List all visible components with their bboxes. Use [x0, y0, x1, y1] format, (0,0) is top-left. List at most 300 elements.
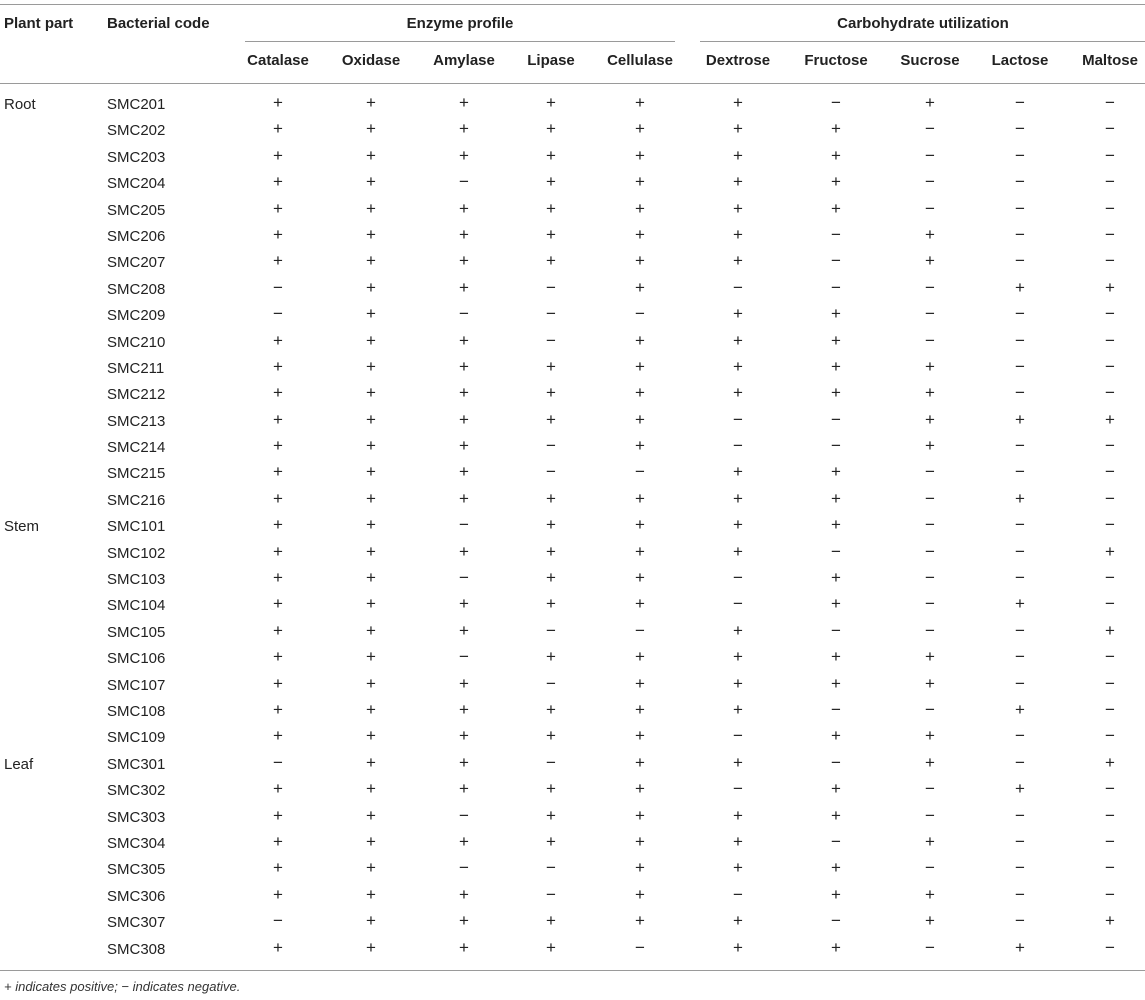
bacterial-code-cell: SMC109	[107, 729, 166, 747]
result-cell: −	[733, 436, 743, 456]
result-cell: +	[831, 858, 841, 878]
result-cell: +	[459, 594, 469, 614]
result-cell: +	[273, 119, 283, 139]
result-cell: +	[459, 251, 469, 271]
result-cell: −	[546, 620, 556, 640]
result-cell: −	[1105, 224, 1115, 244]
result-cell: −	[831, 541, 841, 561]
result-cell: +	[273, 568, 283, 588]
header-bacterial-code: Bacterial code	[107, 15, 210, 32]
result-cell: +	[635, 673, 645, 693]
result-cell: −	[635, 937, 645, 957]
header-carbohydrate-utilization: Carbohydrate utilization	[837, 15, 1009, 32]
bottom-rule	[0, 970, 1145, 971]
bacterial-code-cell: SMC206	[107, 227, 166, 245]
result-cell: +	[273, 488, 283, 508]
result-cell: +	[459, 462, 469, 482]
result-cell: −	[733, 409, 743, 429]
result-cell: +	[733, 356, 743, 376]
result-cell: +	[273, 198, 283, 218]
result-cell: +	[366, 831, 376, 851]
result-cell: −	[459, 647, 469, 667]
result-cell: +	[925, 831, 935, 851]
result-cell: +	[831, 172, 841, 192]
result-cell: +	[925, 726, 935, 746]
result-cell: −	[1015, 462, 1025, 482]
result-cell: +	[366, 752, 376, 772]
result-cell: +	[635, 779, 645, 799]
result-cell: +	[273, 647, 283, 667]
bacterial-code-cell: SMC105	[107, 623, 166, 641]
result-cell: −	[546, 277, 556, 297]
table-body	[0, 92, 1145, 963]
plant-part-cell: Leaf	[4, 755, 34, 773]
result-cell: −	[1015, 383, 1025, 403]
result-cell: +	[366, 488, 376, 508]
result-cell: +	[831, 462, 841, 482]
result-cell: +	[366, 145, 376, 165]
result-cell: −	[1105, 462, 1115, 482]
table-row	[0, 752, 1145, 778]
column-header-lactose: Lactose	[991, 52, 1049, 69]
result-cell: −	[1105, 515, 1115, 535]
result-cell: +	[273, 673, 283, 693]
result-cell: +	[366, 858, 376, 878]
result-cell: −	[925, 515, 935, 535]
result-cell: +	[459, 911, 469, 931]
result-cell: +	[635, 383, 645, 403]
result-cell: −	[1105, 488, 1115, 508]
result-cell: +	[635, 911, 645, 931]
result-cell: +	[733, 145, 743, 165]
result-cell: +	[925, 356, 935, 376]
result-cell: +	[273, 462, 283, 482]
result-cell: +	[635, 436, 645, 456]
result-cell: −	[546, 330, 556, 350]
result-cell: −	[1105, 779, 1115, 799]
result-cell: +	[459, 620, 469, 640]
result-cell: −	[1015, 647, 1025, 667]
result-cell: +	[831, 647, 841, 667]
bacterial-code-cell: SMC211	[107, 359, 165, 377]
result-cell: +	[635, 251, 645, 271]
result-cell: +	[831, 594, 841, 614]
result-cell: +	[831, 884, 841, 904]
result-cell: +	[635, 93, 645, 112]
result-cell: +	[635, 752, 645, 772]
result-cell: +	[273, 858, 283, 878]
result-cell: +	[546, 93, 556, 112]
result-cell: +	[366, 620, 376, 640]
result-cell: −	[1105, 330, 1115, 350]
column-header-maltose: Maltose	[1082, 52, 1138, 69]
table-row	[0, 461, 1145, 487]
bacterial-code-cell: SMC302	[107, 782, 166, 800]
result-cell: −	[273, 752, 283, 772]
result-cell: +	[459, 752, 469, 772]
bacterial-code-cell: SMC201	[107, 96, 166, 113]
result-cell: +	[546, 594, 556, 614]
result-cell: −	[1015, 568, 1025, 588]
result-cell: +	[366, 251, 376, 271]
result-cell: +	[831, 330, 841, 350]
table-footnote: + indicates positive; − indicates negative.	[4, 979, 241, 994]
result-cell: +	[733, 251, 743, 271]
result-cell: +	[459, 726, 469, 746]
bacterial-code-cell: SMC103	[107, 571, 166, 589]
table-row	[0, 805, 1145, 831]
result-cell: −	[1015, 541, 1025, 561]
result-cell: −	[1015, 911, 1025, 931]
result-cell: +	[831, 779, 841, 799]
table-row	[0, 646, 1145, 672]
result-cell: +	[366, 356, 376, 376]
result-cell: +	[831, 488, 841, 508]
bacterial-code-cell: SMC304	[107, 834, 166, 852]
result-cell: +	[273, 620, 283, 640]
result-cell: −	[546, 884, 556, 904]
result-cell: −	[1105, 937, 1115, 957]
result-cell: +	[273, 779, 283, 799]
result-cell: +	[635, 515, 645, 535]
result-cell: +	[546, 198, 556, 218]
result-cell: +	[546, 515, 556, 535]
bacterial-code-cell: SMC308	[107, 940, 166, 958]
result-cell: −	[546, 858, 556, 878]
bacterial-code-cell: SMC106	[107, 650, 166, 668]
result-cell: +	[831, 198, 841, 218]
result-cell: −	[733, 726, 743, 746]
result-cell: +	[366, 515, 376, 535]
result-cell: +	[366, 304, 376, 324]
result-cell: +	[273, 937, 283, 957]
result-cell: −	[1015, 145, 1025, 165]
bacterial-code-cell: SMC305	[107, 861, 166, 879]
result-cell: +	[635, 224, 645, 244]
result-cell: −	[1015, 831, 1025, 851]
result-cell: +	[459, 409, 469, 429]
result-cell: −	[1105, 884, 1115, 904]
result-cell: +	[459, 224, 469, 244]
result-cell: +	[546, 119, 556, 139]
result-cell: +	[273, 409, 283, 429]
result-cell: +	[366, 673, 376, 693]
result-cell: −	[831, 620, 841, 640]
plant-part-cell: Root	[4, 96, 36, 113]
result-cell: +	[733, 805, 743, 825]
result-cell: −	[925, 620, 935, 640]
result-cell: +	[273, 356, 283, 376]
result-cell: −	[1015, 172, 1025, 192]
result-cell: +	[459, 673, 469, 693]
table-row	[0, 303, 1145, 329]
result-cell: −	[1015, 805, 1025, 825]
result-cell: +	[459, 779, 469, 799]
result-cell: +	[635, 488, 645, 508]
bacterial-code-cell: SMC210	[107, 333, 166, 351]
table-row	[0, 673, 1145, 699]
result-cell: +	[733, 119, 743, 139]
result-cell: +	[1105, 541, 1115, 561]
table-row	[0, 778, 1145, 804]
result-cell: −	[1015, 620, 1025, 640]
result-cell: +	[273, 884, 283, 904]
result-cell: −	[546, 436, 556, 456]
bacterial-code-cell: SMC307	[107, 914, 166, 932]
column-header-sucrose: Sucrose	[900, 52, 960, 69]
result-cell: −	[831, 251, 841, 271]
result-cell: −	[1105, 673, 1115, 693]
result-cell: +	[635, 726, 645, 746]
result-cell: +	[546, 831, 556, 851]
result-cell: −	[831, 436, 841, 456]
result-cell: −	[925, 145, 935, 165]
result-cell: −	[1015, 858, 1025, 878]
result-cell: −	[273, 304, 283, 324]
result-cell: +	[1015, 594, 1025, 614]
result-cell: +	[459, 198, 469, 218]
result-cell: −	[925, 488, 935, 508]
result-cell: +	[925, 752, 935, 772]
result-cell: +	[273, 251, 283, 271]
result-cell: −	[831, 831, 841, 851]
result-cell: −	[831, 752, 841, 772]
result-cell: −	[1105, 356, 1115, 376]
bacterial-code-cell: SMC102	[107, 544, 166, 562]
bacterial-code-cell: SMC215	[107, 465, 166, 483]
result-cell: −	[1015, 224, 1025, 244]
result-cell: +	[635, 568, 645, 588]
result-cell: +	[546, 383, 556, 403]
result-cell: −	[459, 172, 469, 192]
table-row	[0, 831, 1145, 857]
result-cell: −	[831, 93, 841, 112]
result-cell: +	[635, 145, 645, 165]
result-cell: −	[1015, 726, 1025, 746]
result-cell: −	[925, 779, 935, 799]
result-cell: −	[1015, 884, 1025, 904]
table-row	[0, 910, 1145, 936]
result-cell: −	[1105, 726, 1115, 746]
result-cell: −	[1105, 805, 1115, 825]
result-cell: +	[366, 541, 376, 561]
result-cell: +	[273, 726, 283, 746]
result-cell: +	[831, 568, 841, 588]
bacterial-code-cell: SMC202	[107, 122, 166, 140]
result-cell: +	[366, 224, 376, 244]
result-cell: +	[733, 224, 743, 244]
bacterial-code-cell: SMC303	[107, 808, 166, 826]
result-cell: +	[925, 383, 935, 403]
result-cell: +	[635, 172, 645, 192]
result-cell: +	[459, 436, 469, 456]
bacterial-code-cell: SMC301	[107, 755, 166, 773]
result-cell: +	[459, 119, 469, 139]
table-row	[0, 593, 1145, 619]
bacterial-code-cell: SMC207	[107, 254, 166, 272]
column-header-fructose: Fructose	[804, 52, 868, 69]
result-cell: −	[1105, 383, 1115, 403]
result-cell: +	[459, 145, 469, 165]
result-cell: +	[546, 224, 556, 244]
header-plant-part: Plant part	[4, 15, 74, 32]
result-cell: +	[733, 304, 743, 324]
result-cell: +	[546, 726, 556, 746]
result-cell: +	[925, 647, 935, 667]
result-cell: +	[635, 356, 645, 376]
table-row	[0, 409, 1145, 435]
result-cell: −	[1105, 568, 1115, 588]
result-cell: +	[546, 251, 556, 271]
result-cell: +	[546, 568, 556, 588]
result-cell: −	[733, 884, 743, 904]
result-cell: −	[1105, 145, 1115, 165]
result-cell: +	[635, 330, 645, 350]
result-cell: +	[1105, 911, 1115, 931]
result-cell: +	[459, 488, 469, 508]
result-cell: +	[1105, 277, 1115, 297]
result-cell: −	[831, 699, 841, 719]
result-cell: +	[925, 251, 935, 271]
result-cell: +	[366, 699, 376, 719]
result-cell: +	[366, 937, 376, 957]
bacterial-code-cell: SMC213	[107, 412, 166, 430]
result-cell: −	[925, 937, 935, 957]
result-cell: +	[635, 198, 645, 218]
result-cell: −	[1105, 436, 1115, 456]
result-cell: −	[1015, 198, 1025, 218]
bacterial-code-cell: SMC214	[107, 439, 166, 457]
column-header-lipase: Lipase	[527, 52, 575, 69]
result-cell: −	[1015, 304, 1025, 324]
result-cell: +	[459, 937, 469, 957]
result-cell: −	[925, 119, 935, 139]
result-cell: +	[733, 330, 743, 350]
result-cell: +	[366, 119, 376, 139]
result-cell: +	[273, 224, 283, 244]
result-cell: +	[546, 937, 556, 957]
result-cell: +	[546, 409, 556, 429]
table-row	[0, 857, 1145, 883]
result-cell: −	[1105, 251, 1115, 271]
bacterial-code-cell: SMC205	[107, 201, 166, 219]
result-cell: +	[733, 858, 743, 878]
result-cell: −	[925, 172, 935, 192]
result-cell: +	[925, 93, 935, 112]
bacterial-code-cell: SMC203	[107, 148, 166, 166]
result-cell: +	[635, 647, 645, 667]
result-cell: +	[925, 673, 935, 693]
column-header-amylase: Amylase	[433, 52, 495, 69]
result-cell: −	[925, 594, 935, 614]
result-cell: +	[831, 937, 841, 957]
result-cell: −	[925, 805, 935, 825]
result-cell: −	[1105, 119, 1115, 139]
result-cell: +	[831, 726, 841, 746]
result-cell: +	[635, 119, 645, 139]
table-row	[0, 171, 1145, 197]
table-row	[0, 514, 1145, 540]
result-cell: +	[273, 594, 283, 614]
result-cell: +	[925, 884, 935, 904]
result-cell: −	[1015, 119, 1025, 139]
result-cell: +	[733, 488, 743, 508]
bacterial-code-cell: SMC104	[107, 597, 166, 615]
result-cell: +	[459, 831, 469, 851]
bacterial-code-cell: SMC204	[107, 175, 166, 193]
result-cell: +	[546, 911, 556, 931]
plant-part-cell: Stem	[4, 518, 40, 536]
result-cell: +	[459, 277, 469, 297]
result-cell: +	[546, 779, 556, 799]
result-cell: +	[635, 277, 645, 297]
carb-group-underline	[700, 41, 1145, 42]
result-cell: +	[635, 409, 645, 429]
result-cell: −	[1015, 356, 1025, 376]
result-cell: −	[273, 911, 283, 931]
result-cell: −	[925, 277, 935, 297]
result-cell: −	[925, 330, 935, 350]
result-cell: +	[546, 647, 556, 667]
result-cell: +	[733, 911, 743, 931]
result-cell: +	[733, 620, 743, 640]
result-cell: −	[1015, 251, 1025, 271]
result-cell: +	[366, 172, 376, 192]
result-cell: +	[366, 409, 376, 429]
result-cell: +	[546, 172, 556, 192]
result-cell: +	[273, 436, 283, 456]
result-cell: −	[925, 304, 935, 324]
result-cell: +	[1015, 937, 1025, 957]
result-cell: +	[366, 568, 376, 588]
bacterial-code-cell: SMC209	[107, 307, 166, 325]
bacterial-code-cell: SMC212	[107, 386, 166, 404]
result-cell: −	[546, 462, 556, 482]
result-cell: +	[273, 93, 283, 112]
result-cell: +	[733, 383, 743, 403]
result-cell: −	[459, 304, 469, 324]
table-row	[0, 488, 1145, 514]
result-cell: −	[1015, 515, 1025, 535]
result-cell: −	[1015, 330, 1025, 350]
result-cell: −	[733, 568, 743, 588]
bacterial-code-cell: SMC108	[107, 702, 166, 720]
result-cell: −	[831, 224, 841, 244]
bacterial-code-cell: SMC216	[107, 491, 166, 509]
table-row	[0, 620, 1145, 646]
result-cell: +	[459, 383, 469, 403]
result-cell: +	[635, 884, 645, 904]
result-cell: −	[1105, 304, 1115, 324]
table-row	[0, 937, 1145, 963]
table-row	[0, 884, 1145, 910]
result-cell: +	[273, 515, 283, 535]
table-row	[0, 118, 1145, 144]
column-header-dextrose: Dextrose	[705, 52, 771, 69]
result-cell: +	[273, 330, 283, 350]
result-cell: −	[1015, 93, 1025, 112]
result-cell: +	[733, 752, 743, 772]
result-cell: +	[733, 515, 743, 535]
result-cell: +	[366, 93, 376, 112]
result-cell: −	[459, 805, 469, 825]
result-cell: +	[733, 647, 743, 667]
result-cell: +	[459, 356, 469, 376]
result-cell: +	[273, 145, 283, 165]
result-cell: +	[831, 119, 841, 139]
table-row	[0, 198, 1145, 224]
result-cell: −	[925, 568, 935, 588]
